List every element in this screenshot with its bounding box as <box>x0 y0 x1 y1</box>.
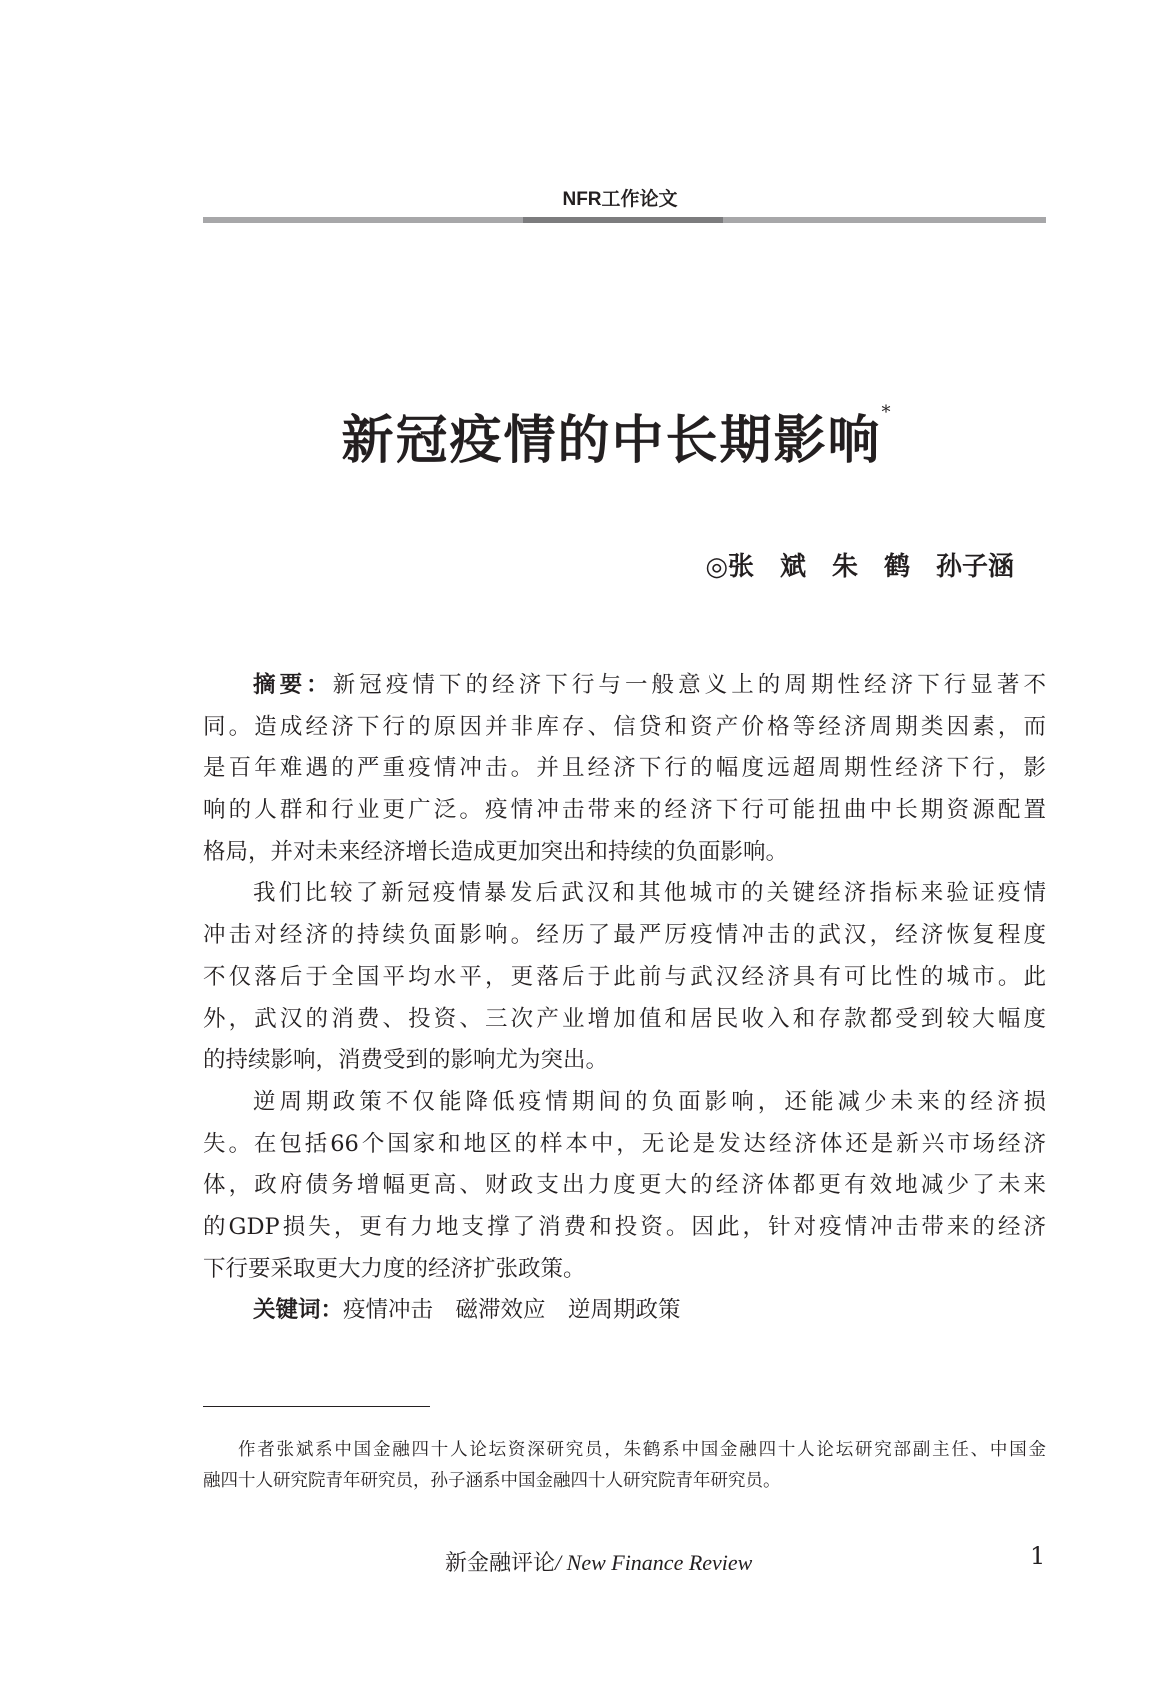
journal-name-cn: 新金融评论 <box>445 1551 556 1576</box>
authors: ◎张 斌 朱 鹤 孙子涵 <box>705 552 1014 582</box>
abstract-line: 不仅落后于全国平均水平，更落后于此前与武汉经济具有可比性的城市。此 <box>203 963 1046 990</box>
running-header: NFR工作论文 <box>562 189 678 210</box>
footnote-line: 作者张斌系中国金融四十人论坛资深研究员，朱鹤系中国金融四十人论坛研究部副主任、中国金 <box>238 1440 1046 1460</box>
keywords-line <box>203 1290 1046 1332</box>
abstract-line: 失。在包括66个国家和地区的样本中，无论是发达经济体还是新兴市场经济 <box>203 1130 1046 1157</box>
abstract-line: 冲击对经济的持续负面影响。经历了最严厉疫情冲击的武汉，经济恢复程度 <box>203 922 1046 949</box>
abstract-line: 外，武汉的消费、投资、三次产业增加值和居民收入和存款都受到较大幅度 <box>203 1005 1046 1032</box>
abstract-line: 的GDP损失，更有力地支撑了消费和投资。因此，针对疫情冲击带来的经济 <box>203 1213 1046 1240</box>
abstract-body <box>203 665 1046 1332</box>
footnote <box>203 1435 1046 1497</box>
abstract-line: 响的人群和行业更广泛。疫情冲击带来的经济下行可能扭曲中长期资源配置 <box>203 797 1046 824</box>
footnote-line: 融四十人研究院青年研究员，孙子涵系中国金融四十人研究院青年研究员。 <box>203 1471 781 1491</box>
article-title-text: 新冠疫情的中长期影响 <box>341 410 882 471</box>
journal-name-en: New Finance Review <box>566 1550 753 1575</box>
abstract-label: 摘要： <box>253 672 333 698</box>
keywords-text: 疫情冲击 磁滞效应 逆周期政策 <box>343 1297 681 1324</box>
abstract-line: 体，政府债务增幅更高、财政支出力度更大的经济体都更有效地减少了未来 <box>203 1172 1046 1199</box>
footer-separator: / <box>555 1550 567 1575</box>
abstract-line <box>203 665 1046 707</box>
abstract-line: 逆周期政策不仅能降低疫情期间的负面影响，还能减少未来的经济损 <box>253 1088 1046 1115</box>
abstract-line: 的持续影响，消费受到的影响尤为突出。 <box>203 1047 609 1074</box>
abstract-line: 我们比较了新冠疫情暴发后武汉和其他城市的关键经济指标来验证疫情 <box>253 880 1046 907</box>
abstract-line: 是百年难遇的严重疫情冲击。并且经济下行的幅度远超周期性经济下行，影 <box>203 755 1046 782</box>
text: 新冠疫情下的经济下行与一般意义上的周期性经济下行显著不 <box>332 672 1046 698</box>
journal-footer <box>445 1546 752 1577</box>
abstract-line: 下行要采取更大力度的经济扩张政策。 <box>203 1255 586 1282</box>
keywords-label: 关键词： <box>253 1297 344 1324</box>
abstract-line: 格局，并对未来经济增长造成更加突出和持续的负面影响。 <box>203 838 789 865</box>
footnote-rule <box>203 1406 430 1407</box>
title-footnote-mark: * <box>881 402 893 423</box>
page-number: 1 <box>1030 1542 1046 1570</box>
header-rule-accent <box>523 217 723 223</box>
abstract-line: 同。造成经济下行的原因并非库存、信贷和资产价格等经济周期类因素，而 <box>203 713 1046 740</box>
article-title <box>0 398 1174 473</box>
